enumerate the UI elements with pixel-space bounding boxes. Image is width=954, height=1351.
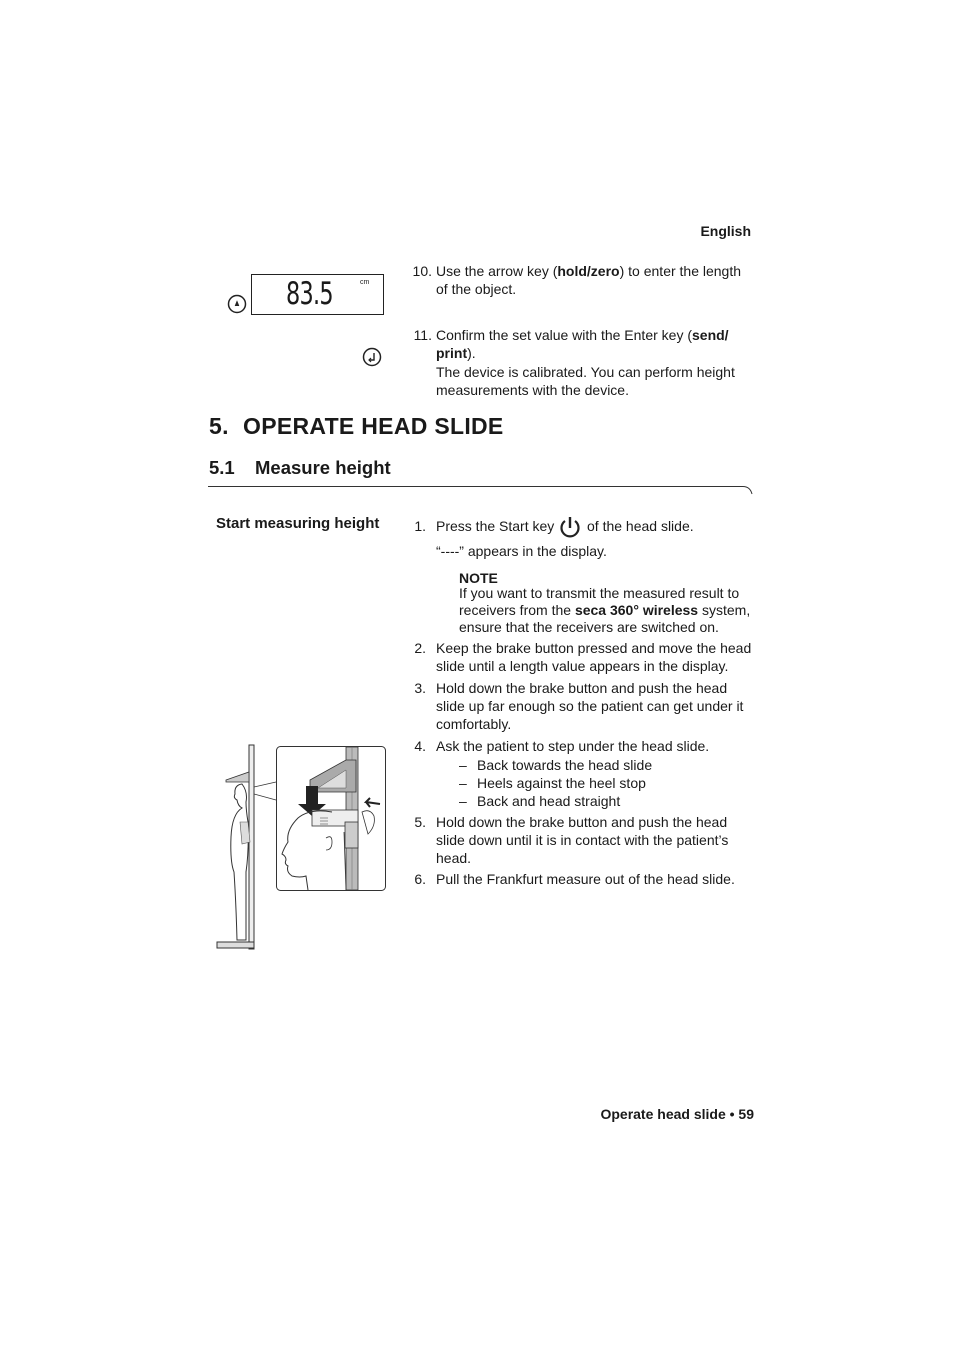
step-1-post: of the head slide.: [587, 518, 694, 534]
step-number: 5.: [414, 814, 426, 830]
step-text: Hold down the brake button and push the head slide up far enough so the patient can get under it comfortably.: [436, 680, 744, 732]
step-number: 4.: [414, 738, 426, 754]
step-number: 2.: [414, 640, 426, 656]
section-rule: [208, 484, 754, 498]
power-icon: [558, 514, 582, 540]
step-1-extra: “----” appears in the display.: [436, 543, 607, 559]
step-number: 10.: [412, 263, 432, 279]
substep: – Heels against the heel stop: [459, 775, 646, 791]
arrow-key-icon: [227, 294, 247, 314]
side-heading: Start measuring height: [216, 515, 380, 532]
step-text: Pull the Frankfurt measure out of the head slide.: [436, 871, 735, 887]
substep: – Back and head straight: [459, 793, 621, 809]
step-number: 11.: [413, 327, 432, 343]
language-label: English: [700, 223, 751, 239]
step-1-pre: Press the Start key: [436, 518, 555, 534]
step-number: 6.: [414, 871, 426, 887]
note-title: NOTE: [459, 570, 498, 586]
subsection-heading: 5.1 Measure height: [209, 457, 391, 478]
step-11-note: The device is calibrated. You can perform height measurements with the device.: [436, 364, 735, 398]
head-slide-illustration: [212, 742, 392, 954]
step-number: 3.: [414, 680, 426, 696]
step-text: Hold down the brake button and push the head slide down until it is in contact with the patient’s head.: [436, 814, 729, 866]
section-heading: 5. OPERATE HEAD SLIDE: [209, 413, 504, 439]
step-number: 1.: [414, 518, 426, 534]
step-text: Ask the patient to step under the head slide.: [436, 738, 710, 754]
display-unit: cm: [360, 279, 370, 286]
enter-key-icon: [362, 347, 382, 367]
substep: – Back towards the head slide: [459, 757, 653, 773]
note-text: If you want to transmit the measured result to receivers from the seca 360° wireless system, ensure that the receivers are switched on.: [459, 585, 751, 635]
step-text: Keep the brake button pressed and move the head slide until a length value appears in the display.: [436, 640, 752, 674]
step-11-text: Confirm the set value with the Enter key (send/ print).: [436, 327, 729, 361]
display-reading: 83.5: [286, 276, 333, 312]
step-10-text: Use the arrow key (hold/zero) to enter the length of the object.: [436, 263, 742, 297]
page-footer: Operate head slide • 59: [600, 1106, 754, 1122]
height-display: [251, 274, 384, 315]
